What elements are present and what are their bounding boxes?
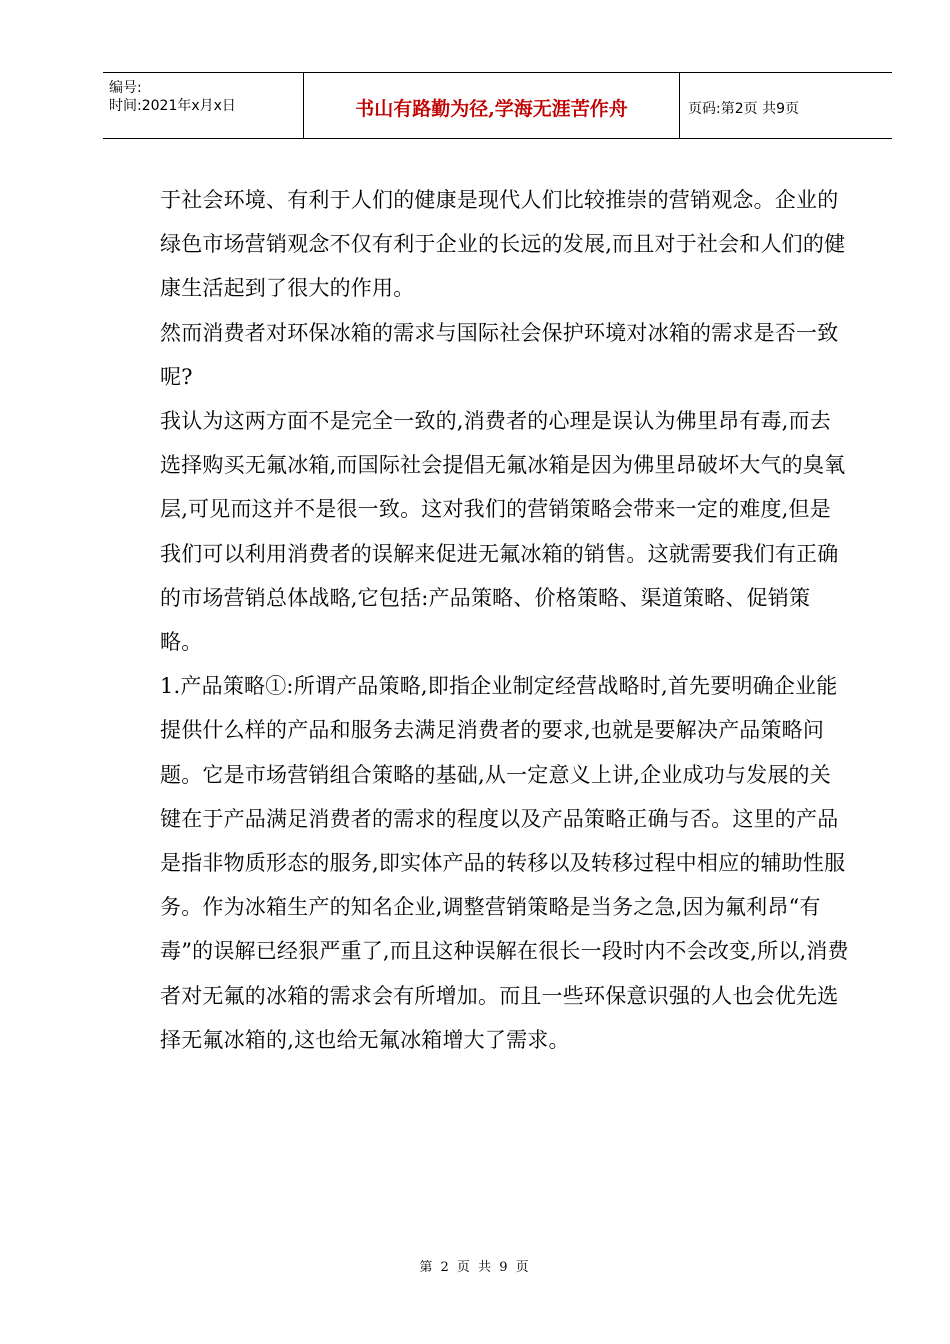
paragraph: 我认为这两方面不是完全一致的,消费者的心理是误认为佛里昂有毒,而去选择购买无氟冰箱,而国际社会提倡无氟冰箱是因为佛里昂破坏大气的臭氧层,可见而这并不是很一致。这对我们的营销策略会带来一定的难度,但是我们可以利用消费者的误解来促进无氟冰箱的销售。这就需要我们有正确的市场营销总体战略,它包括:产品策略、价格策略、渠道策略、促销策略。 xyxy=(160,409,846,655)
header-motto-cell xyxy=(304,73,680,138)
paragraph: 然而消费者对环保冰箱的需求与国际社会保护环境对冰箱的需求是否一致呢? xyxy=(160,320,839,389)
document-body xyxy=(160,178,850,1062)
motto-text: 书山有路勤为径,学海无涯苦作舟 xyxy=(355,98,628,120)
page-label: 页码:第2页 共9页 xyxy=(688,100,799,117)
time-label: 时间:2021年x月x日 xyxy=(109,98,236,114)
paragraph: 于社会环境、有利于人们的健康是现代人们比较推崇的营销观念。企业的绿色市场营销观念不仅有利于企业的长远的发展,而且对于社会和人们的健康生活起到了很大的作用。 xyxy=(160,188,846,301)
paragraph: 1.产品策略①:所谓产品策略,即指企业制定经营战略时,首先要明确企业能提供什么样的产品和服务去满足消费者的要求,也就是要解决产品策略问题。它是市场营销组合策略的基础,从一定意义上讲,企业成功与发展的关键在于产品满足消费者的需求的程度以及产品策略正确与否。这里的产品是指非物质形态的服务,即实体产品的转移以及转移过程中相应的辅助性服务。作为冰箱生产的知名企业,调整营销策略是当务之急,因为氟利昂“有毒”的误解已经狠严重了,而且这种误解在很长一段时内不会改变,所以,消费者对无氟的冰箱的需求会有所增加。而且一些环保意识强的人也会优先选择无氟冰箱的,这也给无氟冰箱增大了需求。 xyxy=(160,674,849,1052)
page-footer xyxy=(0,1256,950,1275)
serial-label: 编号: xyxy=(109,80,142,96)
header-page-cell xyxy=(680,73,892,138)
footer-page-number: 第 2 页 共 9 页 xyxy=(419,1260,531,1275)
page-header xyxy=(103,72,892,139)
header-meta-cell xyxy=(103,73,304,138)
